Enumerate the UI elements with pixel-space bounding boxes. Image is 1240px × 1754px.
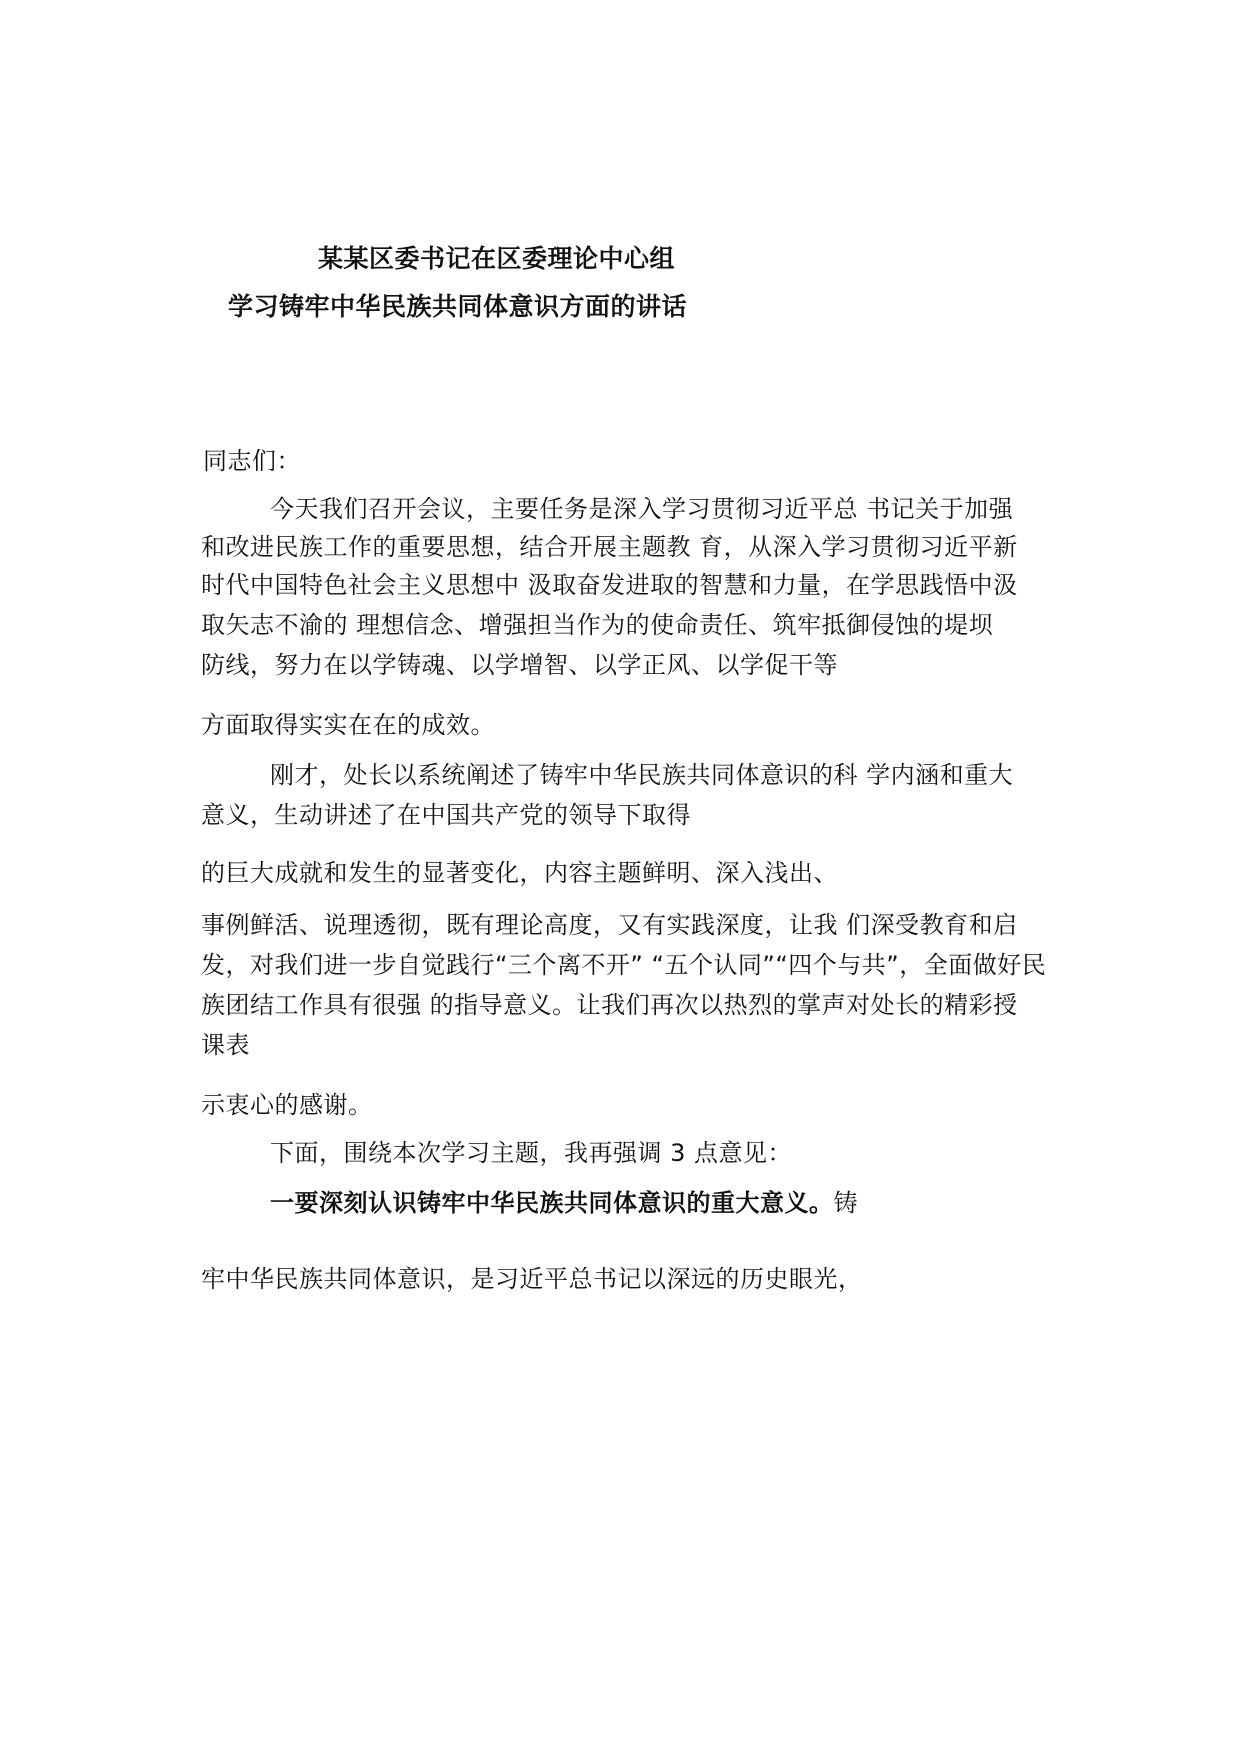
paragraph-1-line-6: 方面取得实实在在的成效。 xyxy=(201,711,495,739)
paragraph-1-line-2: 和改进民族工作的重要思想，结合开展主题教 育，从深入学习贯彻习近平新 xyxy=(201,533,1018,561)
paragraph-5: 牢中华民族共同体意识，是习近平总书记以深远的历史眼光， xyxy=(201,1265,863,1293)
paragraph-2-line-1: 刚才，处长以系统阐述了铸牢中华民族共同体意识的科 学内涵和重大 xyxy=(270,761,1014,789)
paragraph-2-line-8: 示衷心的感谢。 xyxy=(201,1091,373,1119)
paragraph-2-line-4: 事例鲜活、说理透彻，既有理论高度，又有实践深度，让我 们深受教育和启 xyxy=(201,911,1018,939)
paragraph-2-line-3: 的巨大成就和发生的显著变化，内容主题鲜明、深入浅出、 xyxy=(201,859,838,887)
paragraph-2-line-6: 族团结工作具有很强 的指导意义。让我们再次以热烈的掌声对处长的精彩授 xyxy=(201,991,1018,1019)
paragraph-2-line-5: 发，对我们进一步自觉践行“三个离不开” “五个认同”“四个与共”，全面做好民 xyxy=(201,951,1047,979)
paragraph-4-continuation: 铸 xyxy=(833,1189,858,1217)
title-line-1: 某某区委书记在区委理论中心组 xyxy=(318,244,676,273)
section-heading-1: 一要深刻认识铸牢中华民族共同体意识的重大意义。 xyxy=(270,1189,834,1217)
paragraph-1-line-3: 时代中国特色社会主义思想中 汲取奋发进取的智慧和力量，在学思践悟中汲 xyxy=(201,571,1018,599)
paragraph-4 xyxy=(270,1188,858,1218)
title-line-2: 学习铸牢中华民族共同体意识方面的讲话 xyxy=(228,292,688,321)
salutation: 同志们： xyxy=(203,447,301,475)
paragraph-3: 下面，围绕本次学习主题，我再强调 3 点意见： xyxy=(270,1139,793,1167)
paragraph-1-line-5: 防线，努力在以学铸魂、以学增智、以学正风、以学促干等 xyxy=(201,651,838,679)
paragraph-1-line-1: 今天我们召开会议，主要任务是深入学习贯彻习近平总 书记关于加强 xyxy=(270,495,1014,523)
paragraph-2-line-7: 课表 xyxy=(201,1031,250,1059)
paragraph-2-line-2: 意义，生动讲述了在中国共产党的领导下取得 xyxy=(201,801,691,829)
paragraph-1-line-4: 取矢志不渝的 理想信念、增强担当作为的使命责任、筑牢抵御侵蚀的堤坝 xyxy=(201,611,994,639)
